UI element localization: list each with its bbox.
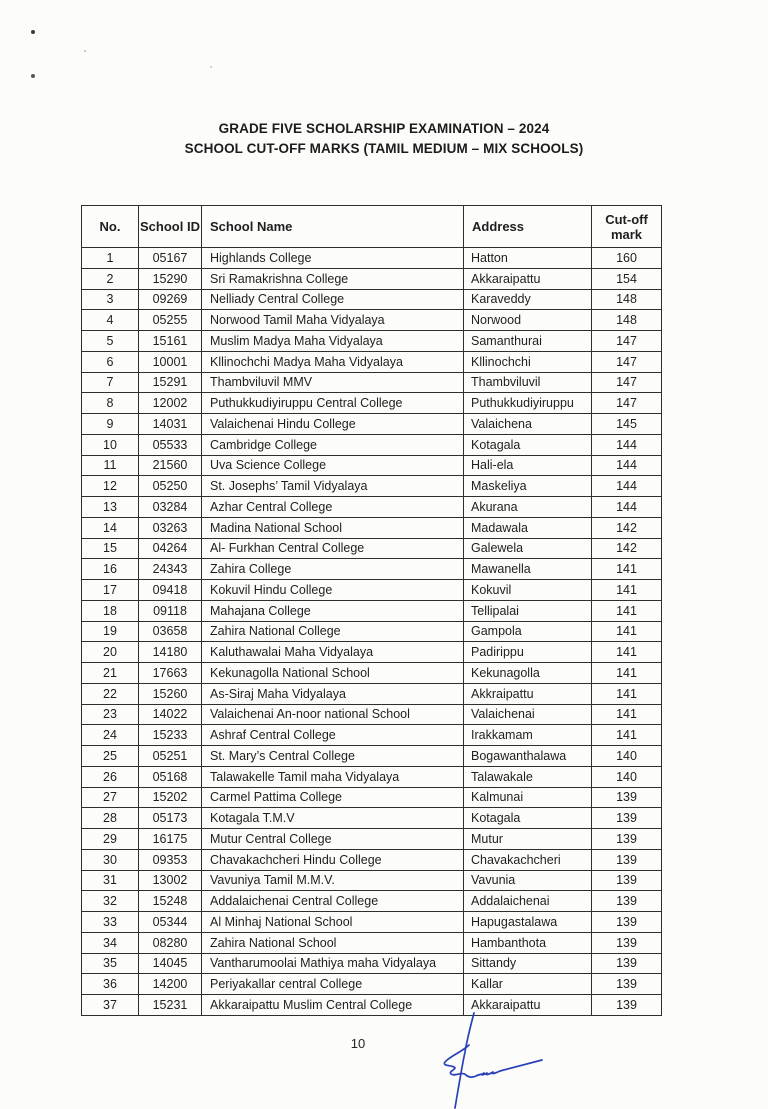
school-name: Thambviluvil MMV [202, 372, 464, 393]
row-no: 23 [82, 704, 139, 725]
cutoff-mark: 141 [592, 725, 662, 746]
school-name: Mutur Central College [202, 829, 464, 850]
table-row [82, 849, 662, 870]
table-row [82, 248, 662, 269]
school-id: 17663 [139, 663, 202, 684]
school-id: 13002 [139, 870, 202, 891]
row-no: 19 [82, 621, 139, 642]
table-row [82, 289, 662, 310]
table-row [82, 891, 662, 912]
address: Madawala [464, 517, 592, 538]
school-id: 04264 [139, 538, 202, 559]
address: Valaichena [464, 414, 592, 435]
table-row [82, 434, 662, 455]
school-name: Mahajana College [202, 600, 464, 621]
school-name: Azhar Central College [202, 497, 464, 518]
cutoff-mark: 141 [592, 642, 662, 663]
cutoff-mark: 139 [592, 870, 662, 891]
address: Tellipalai [464, 600, 592, 621]
school-id: 08280 [139, 932, 202, 953]
table-row [82, 663, 662, 684]
scan-speck [84, 50, 86, 52]
column-header-school-name: School Name [202, 206, 464, 248]
cutoff-mark: 141 [592, 580, 662, 601]
row-no: 31 [82, 870, 139, 891]
column-header-address: Address [464, 206, 592, 248]
school-name: Zahira National College [202, 621, 464, 642]
row-no: 1 [82, 248, 139, 269]
row-no: 30 [82, 849, 139, 870]
school-id: 24343 [139, 559, 202, 580]
school-id: 14045 [139, 953, 202, 974]
title-line-1: GRADE FIVE SCHOLARSHIP EXAMINATION – 2024 [218, 121, 550, 136]
table-row [82, 912, 662, 933]
row-no: 36 [82, 974, 139, 995]
row-no: 11 [82, 455, 139, 476]
school-id: 09269 [139, 289, 202, 310]
row-no: 18 [82, 600, 139, 621]
table-row [82, 476, 662, 497]
school-name: St. Mary’s Central College [202, 746, 464, 767]
cutoff-mark: 141 [592, 704, 662, 725]
address: Mawanella [464, 559, 592, 580]
school-id: 21560 [139, 455, 202, 476]
address: Irakkamam [464, 725, 592, 746]
row-no: 17 [82, 580, 139, 601]
school-name: Muslim Madya Maha Vidyalaya [202, 331, 464, 352]
school-name: Norwood Tamil Maha Vidyalaya [202, 310, 464, 331]
scan-speck [210, 66, 212, 68]
school-id: 15260 [139, 683, 202, 704]
cutoff-mark: 140 [592, 766, 662, 787]
row-no: 37 [82, 995, 139, 1016]
address: Puthukkudiyiruppu [464, 393, 592, 414]
address: Norwood [464, 310, 592, 331]
row-no: 21 [82, 663, 139, 684]
school-name: Kokuvil Hindu College [202, 580, 464, 601]
school-id: 15291 [139, 372, 202, 393]
cutoff-mark: 139 [592, 974, 662, 995]
school-name: St. Josephs’ Tamil Vidyalaya [202, 476, 464, 497]
address: Hatton [464, 248, 592, 269]
cutoff-mark: 141 [592, 600, 662, 621]
table-row [82, 621, 662, 642]
table-row [82, 953, 662, 974]
address: Galewela [464, 538, 592, 559]
school-name: Vavuniya Tamil M.M.V. [202, 870, 464, 891]
table-row [82, 642, 662, 663]
school-name: Kekunagolla National School [202, 663, 464, 684]
row-no: 33 [82, 912, 139, 933]
school-id: 15248 [139, 891, 202, 912]
row-no: 32 [82, 891, 139, 912]
table-row [82, 600, 662, 621]
address: Kotagala [464, 808, 592, 829]
table-row [82, 372, 662, 393]
address: Gampola [464, 621, 592, 642]
table-row [82, 455, 662, 476]
cutoff-mark: 139 [592, 912, 662, 933]
cutoff-mark: 141 [592, 683, 662, 704]
school-id: 15233 [139, 725, 202, 746]
row-no: 9 [82, 414, 139, 435]
school-name: Zahira National School [202, 932, 464, 953]
school-id: 09418 [139, 580, 202, 601]
address: Bogawanthalawa [464, 746, 592, 767]
school-name: Carmel Pattima College [202, 787, 464, 808]
table-row [82, 974, 662, 995]
row-no: 14 [82, 517, 139, 538]
cutoff-mark: 148 [592, 310, 662, 331]
cutoff-mark: 139 [592, 849, 662, 870]
scan-speck [31, 74, 35, 78]
address: Addalaichenai [464, 891, 592, 912]
school-name: Puthukkudiyiruppu Central College [202, 393, 464, 414]
school-id: 15290 [139, 268, 202, 289]
cutoff-mark: 148 [592, 289, 662, 310]
cutoff-marks-table [81, 205, 662, 1016]
address: Kekunagolla [464, 663, 592, 684]
school-name: Ashraf Central College [202, 725, 464, 746]
cutoff-mark: 141 [592, 621, 662, 642]
school-name: Cambridge College [202, 434, 464, 455]
cutoff-mark: 147 [592, 393, 662, 414]
cutoff-mark: 139 [592, 891, 662, 912]
row-no: 28 [82, 808, 139, 829]
table-row [82, 580, 662, 601]
table-row [82, 808, 662, 829]
row-no: 29 [82, 829, 139, 850]
school-name: As-Siraj Maha Vidyalaya [202, 683, 464, 704]
table-row [82, 932, 662, 953]
table-body [82, 248, 662, 1016]
school-id: 09353 [139, 849, 202, 870]
table-row [82, 414, 662, 435]
address: Kallar [464, 974, 592, 995]
cutoff-mark: 141 [592, 559, 662, 580]
row-no: 34 [82, 932, 139, 953]
column-header-school-id: School ID [139, 206, 202, 248]
table-row [82, 725, 662, 746]
cutoff-mark: 139 [592, 932, 662, 953]
address: Kalmunai [464, 787, 592, 808]
row-no: 8 [82, 393, 139, 414]
row-no: 16 [82, 559, 139, 580]
table-row [82, 331, 662, 352]
school-id: 05173 [139, 808, 202, 829]
table-row [82, 559, 662, 580]
cutoff-mark: 139 [592, 808, 662, 829]
title-line-2: SCHOOL CUT-OFF MARKS (TAMIL MEDIUM – MIX SCHOOLS) [184, 141, 584, 156]
school-id: 05344 [139, 912, 202, 933]
address: Mutur [464, 829, 592, 850]
school-id: 03658 [139, 621, 202, 642]
school-id: 14031 [139, 414, 202, 435]
school-id: 14180 [139, 642, 202, 663]
cutoff-mark: 144 [592, 434, 662, 455]
school-id: 16175 [139, 829, 202, 850]
cutoff-mark: 144 [592, 497, 662, 518]
school-id: 12002 [139, 393, 202, 414]
school-id: 14022 [139, 704, 202, 725]
page-number: 10 [350, 1036, 366, 1051]
address: Akurana [464, 497, 592, 518]
row-no: 7 [82, 372, 139, 393]
row-no: 35 [82, 953, 139, 974]
row-no: 15 [82, 538, 139, 559]
school-name: Madina National School [202, 517, 464, 538]
row-no: 22 [82, 683, 139, 704]
row-no: 13 [82, 497, 139, 518]
cutoff-mark: 142 [592, 538, 662, 559]
school-name: Kaluthawalai Maha Vidyalaya [202, 642, 464, 663]
table-row [82, 995, 662, 1016]
table-row [82, 746, 662, 767]
address: Akkraipattu [464, 683, 592, 704]
school-id: 03263 [139, 517, 202, 538]
address: Akkaraipattu [464, 268, 592, 289]
school-name: Talawakelle Tamil maha Vidyalaya [202, 766, 464, 787]
school-name: Al- Furkhan Central College [202, 538, 464, 559]
school-name: Chavakachcheri Hindu College [202, 849, 464, 870]
school-id: 14200 [139, 974, 202, 995]
address: Akkaraipattu [464, 995, 592, 1016]
school-name: Sri Ramakrishna College [202, 268, 464, 289]
school-name: Uva Science College [202, 455, 464, 476]
school-id: 05250 [139, 476, 202, 497]
table-row [82, 683, 662, 704]
table-row [82, 704, 662, 725]
school-id: 05533 [139, 434, 202, 455]
school-name: Kllinochchi Madya Maha Vidyalaya [202, 351, 464, 372]
school-name: Addalaichenai Central College [202, 891, 464, 912]
school-id: 15202 [139, 787, 202, 808]
school-id: 05168 [139, 766, 202, 787]
table-row [82, 351, 662, 372]
address: Karaveddy [464, 289, 592, 310]
address: Kotagala [464, 434, 592, 455]
school-id: 05167 [139, 248, 202, 269]
row-no: 4 [82, 310, 139, 331]
address: Hali-ela [464, 455, 592, 476]
address: Maskeliya [464, 476, 592, 497]
table-row [82, 497, 662, 518]
row-no: 26 [82, 766, 139, 787]
table-row [82, 766, 662, 787]
school-name: Valaichenai Hindu College [202, 414, 464, 435]
school-name: Highlands College [202, 248, 464, 269]
school-name: Akkaraipattu Muslim Central College [202, 995, 464, 1016]
table-header-row [82, 206, 662, 248]
cutoff-mark: 144 [592, 476, 662, 497]
signature-scribble [424, 1012, 549, 1109]
table-row [82, 870, 662, 891]
row-no: 10 [82, 434, 139, 455]
row-no: 5 [82, 331, 139, 352]
scan-speck [31, 30, 35, 34]
school-name: Vantharumoolai Mathiya maha Vidyalaya [202, 953, 464, 974]
table-row [82, 393, 662, 414]
address: Talawakale [464, 766, 592, 787]
cutoff-mark: 139 [592, 787, 662, 808]
address: Kllinochchi [464, 351, 592, 372]
row-no: 3 [82, 289, 139, 310]
cutoff-mark: 139 [592, 829, 662, 850]
school-id: 09118 [139, 600, 202, 621]
school-name: Zahira College [202, 559, 464, 580]
school-id: 10001 [139, 351, 202, 372]
row-no: 24 [82, 725, 139, 746]
address: Samanthurai [464, 331, 592, 352]
row-no: 2 [82, 268, 139, 289]
address: Sittandy [464, 953, 592, 974]
row-no: 27 [82, 787, 139, 808]
cutoff-mark: 140 [592, 746, 662, 767]
school-id: 05251 [139, 746, 202, 767]
school-name: Al Minhaj National School [202, 912, 464, 933]
cutoff-mark: 147 [592, 372, 662, 393]
school-id: 05255 [139, 310, 202, 331]
school-id: 15161 [139, 331, 202, 352]
address: Padirippu [464, 642, 592, 663]
table-row [82, 829, 662, 850]
school-name: Valaichenai An-noor national School [202, 704, 464, 725]
table-row [82, 310, 662, 331]
document-title [0, 119, 768, 159]
school-name: Periyakallar central College [202, 974, 464, 995]
cutoff-mark: 144 [592, 455, 662, 476]
school-name: Kotagala T.M.V [202, 808, 464, 829]
table-row [82, 517, 662, 538]
table-row [82, 787, 662, 808]
row-no: 6 [82, 351, 139, 372]
cutoff-mark: 147 [592, 351, 662, 372]
address: Valaichenai [464, 704, 592, 725]
cutoff-mark: 147 [592, 331, 662, 352]
address: Kokuvil [464, 580, 592, 601]
table-row [82, 538, 662, 559]
cutoff-mark: 141 [592, 663, 662, 684]
cutoff-mark: 145 [592, 414, 662, 435]
column-header-no: No. [82, 206, 139, 248]
cutoff-mark: 139 [592, 995, 662, 1016]
school-id: 15231 [139, 995, 202, 1016]
cutoff-mark: 154 [592, 268, 662, 289]
address: Chavakachcheri [464, 849, 592, 870]
school-name: Nelliady Central College [202, 289, 464, 310]
cutoff-mark: 142 [592, 517, 662, 538]
row-no: 12 [82, 476, 139, 497]
address: Hapugastalawa [464, 912, 592, 933]
cutoff-mark: 139 [592, 953, 662, 974]
address: Hambanthota [464, 932, 592, 953]
school-id: 03284 [139, 497, 202, 518]
address: Thambviluvil [464, 372, 592, 393]
address: Vavunia [464, 870, 592, 891]
column-header-cutoff-mark: Cut-off mark [592, 206, 662, 248]
row-no: 20 [82, 642, 139, 663]
cutoff-mark: 160 [592, 248, 662, 269]
row-no: 25 [82, 746, 139, 767]
table-row [82, 268, 662, 289]
